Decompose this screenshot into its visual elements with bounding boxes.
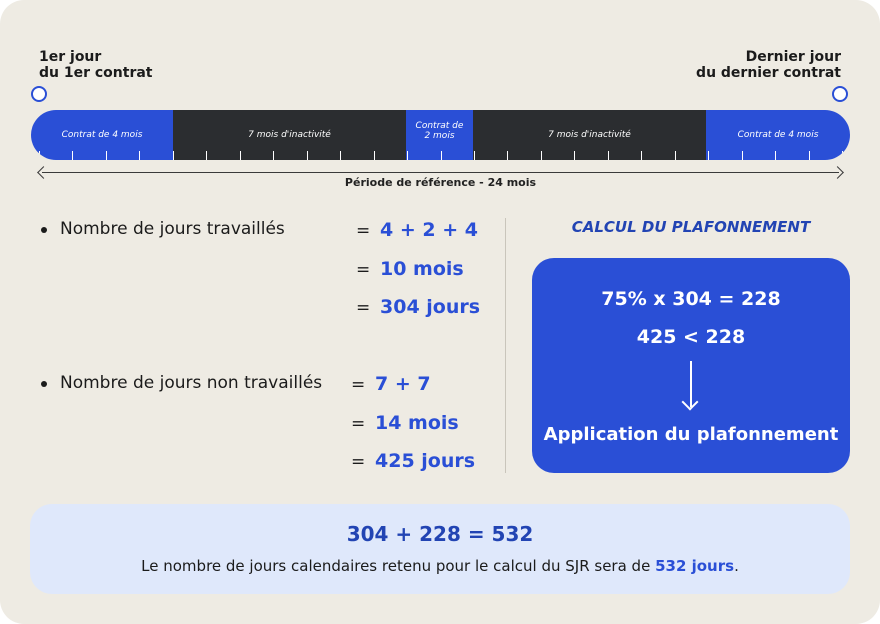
- summary-box: [30, 504, 850, 594]
- month-tick: [708, 151, 709, 160]
- summary-sentence-text: Le nombre de jours calendaires retenu pour le calcul du SJR sera de: [141, 557, 656, 575]
- worked-eq-1: =: [356, 221, 371, 241]
- month-tick: [307, 151, 308, 160]
- start-label-line1: 1er jour: [39, 49, 102, 65]
- start-label-line2: du 1er contrat: [39, 65, 153, 81]
- plafonnement-line2: 425 < 228: [636, 326, 746, 348]
- end-label-line1: Dernier jour: [745, 49, 841, 65]
- reference-label: Période de référence - 24 mois: [344, 176, 537, 189]
- worked-value-2: 10 mois: [380, 258, 464, 280]
- not-worked-value-2: 14 mois: [375, 412, 459, 434]
- segment-contract-3-label: Contrat de 4 mois: [737, 130, 819, 140]
- month-tick: [407, 151, 408, 160]
- summary-sentence-end: .: [734, 557, 739, 575]
- plafonnement-box: [532, 258, 850, 473]
- month-tick: [106, 151, 107, 160]
- month-tick: [574, 151, 575, 160]
- arrow-down-head-icon: [682, 394, 699, 411]
- segment-inactive-1-label: 7 mois d'inactivité: [248, 130, 331, 140]
- month-tick: [374, 151, 375, 160]
- segment-contract-2-label-line1: Contrat de: [415, 121, 464, 131]
- not-worked-eq-2: =: [351, 414, 366, 434]
- not-worked-eq-3: =: [351, 452, 366, 472]
- not-worked-value-1: 7 + 7: [375, 373, 431, 395]
- month-tick: [139, 151, 140, 160]
- month-tick: [809, 151, 810, 160]
- worked-eq-3: =: [356, 298, 371, 318]
- worked-eq-2: =: [356, 260, 371, 280]
- month-tick: [173, 151, 174, 160]
- month-tick: [474, 151, 475, 160]
- not-worked-value-3: 425 jours: [375, 450, 476, 472]
- bullet-icon: [41, 227, 47, 233]
- reference-period: [38, 166, 843, 190]
- end-marker-icon: [832, 86, 848, 102]
- end-label: [696, 49, 841, 81]
- summary-equation: 304 + 228 = 532: [346, 522, 534, 546]
- month-tick: [608, 151, 609, 160]
- segment-inactive-2-label: 7 mois d'inactivité: [548, 130, 631, 140]
- month-tick: [273, 151, 274, 160]
- month-tick: [775, 151, 776, 160]
- reference-line: [42, 172, 839, 173]
- not-worked-days-label: Nombre de jours non travaillés: [60, 373, 323, 393]
- worked-value-1: 4 + 2 + 4: [380, 219, 478, 241]
- month-tick: [641, 151, 642, 160]
- segment-contract-2-label-line2: 2 mois: [424, 131, 455, 141]
- start-marker-icon: [31, 86, 47, 102]
- month-tick: [72, 151, 73, 160]
- plafonnement-line1: 75% x 304 = 228: [601, 288, 781, 310]
- not-worked-eq-1: =: [351, 375, 366, 395]
- end-label-line2: du dernier contrat: [696, 65, 841, 81]
- month-tick: [441, 151, 442, 160]
- summary-sentence: [30, 557, 850, 575]
- start-label: [39, 49, 153, 81]
- plafonnement-title: CALCUL DU PLAFONNEMENT: [571, 218, 811, 236]
- month-tick: [675, 151, 676, 160]
- month-tick: [340, 151, 341, 160]
- month-tick: [206, 151, 207, 160]
- bullet-icon: [41, 381, 47, 387]
- month-tick: [742, 151, 743, 160]
- month-tick: [39, 151, 40, 160]
- plafonnement-result: Application du plafonnement: [543, 424, 839, 445]
- month-tick: [507, 151, 508, 160]
- worked-value-3: 304 jours: [380, 296, 481, 318]
- segment-contract-1-label: Contrat de 4 mois: [61, 130, 143, 140]
- month-tick: [541, 151, 542, 160]
- worked-days-label: Nombre de jours travaillés: [60, 219, 285, 239]
- summary-highlight: 532 jours: [655, 557, 735, 575]
- vertical-divider: [505, 218, 506, 473]
- month-tick: [240, 151, 241, 160]
- month-tick: [842, 151, 843, 160]
- timeline-bar: [31, 110, 850, 160]
- month-ticks: [31, 110, 850, 160]
